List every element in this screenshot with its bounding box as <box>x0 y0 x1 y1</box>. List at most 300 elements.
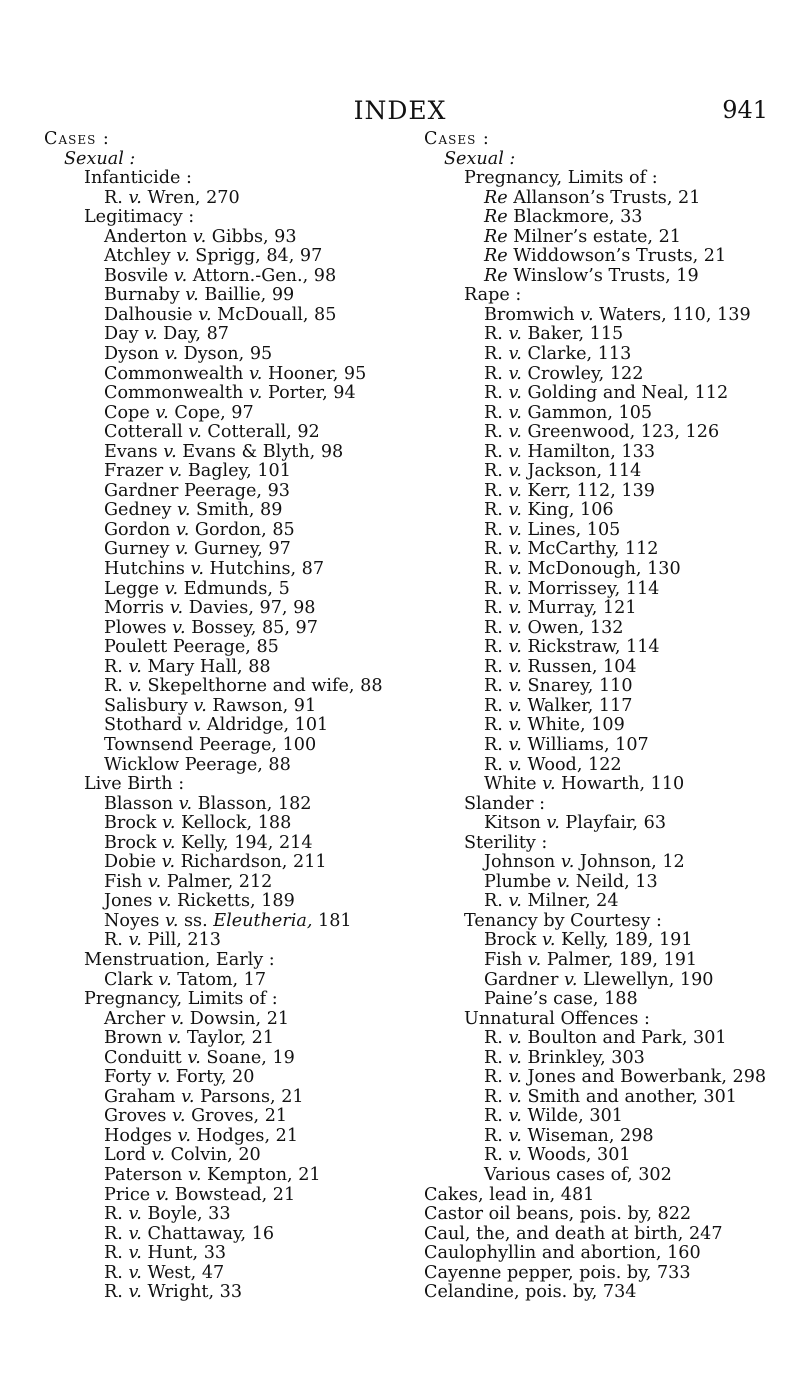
entry-text: v. <box>508 891 522 912</box>
entry-text: McDouall, 85 <box>211 304 337 325</box>
entry-text: McDonough, 130 <box>521 559 681 580</box>
entry-text: Commonwealth <box>104 363 249 384</box>
entry-text: Frazer <box>104 461 169 482</box>
entry-text: Widdowson’s Trusts, 21 <box>507 246 727 267</box>
index-entry <box>44 345 383 365</box>
entry-text: Lines, 105 <box>521 519 621 540</box>
entry-text: Colvin, 20 <box>165 1145 261 1166</box>
entry-text: R. <box>484 734 509 755</box>
left-column <box>44 130 383 1303</box>
entry-text: v. <box>128 187 142 208</box>
index-heading <box>424 1283 766 1303</box>
entry-text: White <box>484 774 543 795</box>
index-entry <box>424 658 766 678</box>
index-entry <box>424 580 766 600</box>
index-entry <box>424 873 766 893</box>
index-entry <box>424 619 766 639</box>
entry-text: Gurney, 97 <box>188 539 291 560</box>
entry-text: Poulett Peerage, 85 <box>104 637 279 658</box>
entry-text: v. <box>560 852 575 873</box>
entry-text: Menstruation, Early : <box>84 949 275 970</box>
index-entry <box>424 345 766 365</box>
index-entry <box>424 1068 766 1088</box>
entry-text: Sprigg, 84, 97 <box>189 246 323 267</box>
index-entry <box>44 228 383 248</box>
index-entry <box>44 189 383 209</box>
entry-text: 181 <box>312 910 352 931</box>
entry-text: v. <box>187 1164 202 1185</box>
entry-text: Wilde, 301 <box>521 1106 623 1127</box>
entry-text: Porter, 94 <box>262 383 356 404</box>
entry-text: v. <box>508 383 522 404</box>
entry-text: Milner, 24 <box>521 891 619 912</box>
entry-text: Chattaway, 16 <box>141 1223 275 1244</box>
entry-text: Salisbury <box>104 695 194 716</box>
entry-text: R. <box>104 656 129 677</box>
entry-text: v. <box>248 363 263 384</box>
entry-text: Gammon, 105 <box>521 402 653 423</box>
entry-text: v. <box>546 813 560 834</box>
entry-text: v. <box>508 1028 522 1049</box>
entry-text: McCarthy, 112 <box>521 539 659 560</box>
index-entry <box>424 853 766 873</box>
entry-text: v. <box>192 226 207 247</box>
entry-text: R. <box>104 1282 129 1303</box>
index-heading <box>424 1010 766 1030</box>
index-entry <box>424 697 766 717</box>
entry-text: Playfair, 63 <box>559 813 667 834</box>
entry-text: R. <box>484 578 509 599</box>
entry-text: Conduitt <box>104 1047 188 1068</box>
entry-text: v. <box>128 1243 142 1264</box>
entry-text: v. <box>193 695 207 716</box>
entry-text: Re <box>484 187 508 208</box>
entry-text: Cases : <box>424 129 490 149</box>
entry-text: R. <box>104 1243 129 1264</box>
entry-text: v. <box>181 1086 195 1107</box>
index-heading <box>424 150 766 170</box>
index-heading <box>44 990 383 1010</box>
entry-text: Skepelthorne and wife, 88 <box>141 676 383 697</box>
entry-text: Sexual : <box>444 148 516 169</box>
entry-text: R. <box>484 383 509 404</box>
entry-text: v. <box>175 539 189 560</box>
entry-text: Wicklow Peerage, 88 <box>104 754 291 775</box>
entry-text: Gibbs, 93 <box>206 226 297 247</box>
entry-text: Slander : <box>464 793 546 814</box>
index-entry <box>424 990 766 1010</box>
entry-text: Howarth, 110 <box>555 774 685 795</box>
index-entry <box>424 1049 766 1069</box>
entry-text: v. <box>508 656 522 677</box>
entry-text: Tatom, 17 <box>171 969 267 990</box>
index-entry <box>44 873 383 893</box>
entry-text: Legge <box>104 578 165 599</box>
entry-text: Kerr, 112, 139 <box>521 480 655 501</box>
index-entry <box>44 1088 383 1108</box>
entry-text: Smith, 89 <box>190 500 283 521</box>
entry-text: v. <box>156 1067 171 1088</box>
index-heading <box>44 130 383 150</box>
index-entry <box>44 756 383 776</box>
index-entry <box>44 1107 383 1127</box>
entry-text: v. <box>163 441 177 462</box>
entry-text: R. <box>484 598 509 619</box>
entry-text: Eleutheria, <box>213 910 313 931</box>
index-entry <box>44 853 383 873</box>
entry-text: v. <box>508 1145 522 1166</box>
index-entry <box>44 560 383 580</box>
entry-text: Blackmore, 33 <box>507 207 643 228</box>
entry-text: R. <box>484 656 509 677</box>
index-entry <box>44 795 383 815</box>
index-heading <box>424 834 766 854</box>
entry-text: Dowsin, 21 <box>184 1008 290 1029</box>
entry-text: Anderton <box>104 226 193 247</box>
entry-text: v. <box>128 930 142 951</box>
entry-text: Kellock, 188 <box>175 813 292 834</box>
index-entry <box>424 1107 766 1127</box>
index-entry <box>44 1010 383 1030</box>
entry-text: Russen, 104 <box>521 656 637 677</box>
index-heading <box>424 1225 766 1245</box>
index-entry <box>44 1264 383 1284</box>
entry-text: R. <box>484 500 509 521</box>
index-entry <box>424 560 766 580</box>
index-entry <box>424 677 766 697</box>
entry-text: v. <box>508 1125 522 1146</box>
entry-text: R. <box>484 1067 509 1088</box>
entry-text: Cope <box>104 402 156 423</box>
index-heading <box>424 1244 766 1264</box>
entry-text: v. <box>508 422 522 443</box>
entry-text: Allanson’s Trusts, 21 <box>507 187 701 208</box>
entry-text: Palmer, 212 <box>161 871 273 892</box>
index-heading <box>44 208 383 228</box>
entry-text: Morris <box>104 598 170 619</box>
entry-text: Brown <box>104 1028 168 1049</box>
entry-text: Clark <box>104 969 159 990</box>
entry-text: Jones and Bowerbank, 298 <box>521 1067 767 1088</box>
entry-text: Gardner Peerage, 93 <box>104 480 290 501</box>
entry-text: Hutchins <box>104 559 191 580</box>
entry-text: v. <box>158 891 172 912</box>
entry-text: Hunt, 33 <box>141 1243 227 1264</box>
index-entry <box>424 775 766 795</box>
entry-text: Cases : <box>44 129 110 149</box>
entry-text: Cayenne pepper, pois. by, 733 <box>424 1262 691 1283</box>
index-heading <box>424 1205 766 1225</box>
index-heading <box>44 775 383 795</box>
index-entry <box>424 306 766 326</box>
entry-text: v. <box>508 461 522 482</box>
index-heading <box>44 150 383 170</box>
entry-text: Kitson <box>484 813 547 834</box>
index-entry <box>424 638 766 658</box>
index-entry <box>44 443 383 463</box>
entry-text: Attorn.-Gen., 98 <box>187 265 337 286</box>
entry-text: v. <box>164 344 179 365</box>
index-entry <box>424 1088 766 1108</box>
entry-text: Gordon <box>104 519 176 540</box>
entry-text: Paterson <box>104 1164 188 1185</box>
entry-text: R. <box>484 1047 509 1068</box>
index-entry <box>44 384 383 404</box>
entry-text: Day <box>104 324 145 345</box>
entry-text: Taylor, 21 <box>181 1028 275 1049</box>
index-entry <box>44 931 383 951</box>
entry-text: v. <box>508 1086 522 1107</box>
entry-text: v. <box>155 1184 170 1205</box>
entry-text: Price <box>104 1184 156 1205</box>
entry-text: Woods, 301 <box>521 1145 631 1166</box>
page-number: 941 <box>722 96 768 124</box>
index-entry <box>424 423 766 443</box>
entry-text: R. <box>484 754 509 775</box>
index-entry <box>424 501 766 521</box>
entry-text: v. <box>508 578 522 599</box>
entry-text: Celandine, pois. by, 734 <box>424 1282 637 1303</box>
entry-text: v. <box>508 617 522 638</box>
index-entry <box>44 423 383 443</box>
index-heading <box>424 286 766 306</box>
index-entry <box>424 1029 766 1049</box>
entry-text: Cotterall <box>104 422 189 443</box>
index-entry <box>44 697 383 717</box>
index-heading <box>424 912 766 932</box>
index-entry <box>44 971 383 991</box>
index-entry <box>44 834 383 854</box>
entry-text: Gardner <box>484 969 564 990</box>
index-entry <box>44 1166 383 1186</box>
entry-text: King, 106 <box>521 500 614 521</box>
entry-text: v. <box>188 422 202 443</box>
entry-text: Rape : <box>464 285 522 306</box>
entry-text: Forty <box>104 1067 157 1088</box>
entry-text: Cakes, lead in, 481 <box>424 1184 595 1205</box>
entry-text: v. <box>158 969 172 990</box>
entry-text: R. <box>484 519 509 540</box>
entry-text: Palmer, 189, 191 <box>541 949 698 970</box>
index-entry <box>44 462 383 482</box>
entry-text: Murray, 121 <box>521 598 637 619</box>
entry-text: v. <box>187 715 202 736</box>
entry-text: Parsons, 21 <box>194 1086 304 1107</box>
index-entry <box>44 1146 383 1166</box>
right-column <box>424 130 766 1303</box>
index-entry <box>44 638 383 658</box>
entry-text: Milner’s estate, 21 <box>507 226 681 247</box>
index-entry <box>44 658 383 678</box>
entry-text: Commonwealth <box>104 383 249 404</box>
index-entry <box>44 599 383 619</box>
entry-text: v. <box>167 1028 182 1049</box>
index-entry <box>424 736 766 756</box>
entry-text: Boyle, 33 <box>141 1204 231 1225</box>
entry-text: Ricketts, 189 <box>171 891 295 912</box>
entry-text: R. <box>484 891 509 912</box>
entry-text: Caulophyllin and abortion, 160 <box>424 1243 701 1264</box>
index-entry <box>424 404 766 424</box>
entry-text: Snarey, 110 <box>521 676 633 697</box>
entry-text: Sexual : <box>64 148 136 169</box>
index-entry <box>44 1127 383 1147</box>
entry-text: R. <box>104 187 129 208</box>
entry-text: Caul, the, and death at birth, 247 <box>424 1223 723 1244</box>
entry-text: R. <box>104 1223 129 1244</box>
entry-text: v. <box>144 324 158 345</box>
entry-text: v. <box>508 1047 522 1068</box>
entry-text: v. <box>177 1125 191 1146</box>
entry-text: Edmunds, 5 <box>178 578 290 599</box>
entry-text: Re <box>484 246 508 267</box>
entry-text: v. <box>164 578 179 599</box>
index-heading <box>424 130 766 150</box>
entry-text: v. <box>508 734 522 755</box>
entry-text: v. <box>508 715 522 736</box>
entry-text: Wright, 33 <box>141 1282 243 1303</box>
index-entry <box>424 814 766 834</box>
index-entry <box>424 462 766 482</box>
entry-text: Archer <box>104 1008 171 1029</box>
entry-text: v. <box>172 1106 186 1127</box>
entry-text: v. <box>161 852 176 873</box>
entry-text: Evans <box>104 441 164 462</box>
entry-text: White, 109 <box>521 715 625 736</box>
entry-text: v. <box>508 754 522 775</box>
index-entry <box>44 247 383 267</box>
entry-text: v. <box>169 598 184 619</box>
entry-text: Baillie, 99 <box>198 285 295 306</box>
index-entry <box>424 325 766 345</box>
entry-text: R. <box>484 402 509 423</box>
entry-text: v. <box>187 1047 201 1068</box>
entry-text: v. <box>508 519 522 540</box>
entry-text: v. <box>508 637 522 658</box>
page-title: INDEX <box>353 96 447 125</box>
entry-text: R. <box>104 1204 129 1225</box>
entry-text: R. <box>484 715 509 736</box>
entry-text: Brock <box>104 813 163 834</box>
entry-text: v. <box>128 1282 142 1303</box>
index-entry <box>44 892 383 912</box>
entry-text: Paine’s case, 188 <box>484 989 638 1010</box>
entry-text: Fish <box>484 949 528 970</box>
entry-text: v. <box>147 871 162 892</box>
entry-text: v. <box>172 617 186 638</box>
index-entry <box>44 1205 383 1225</box>
entry-text: Noyes <box>104 910 165 931</box>
index-entry <box>44 1244 383 1264</box>
index-entry <box>424 716 766 736</box>
index-entry <box>424 1127 766 1147</box>
index-heading <box>44 951 383 971</box>
entry-text: Re <box>484 226 508 247</box>
entry-text: Day, 87 <box>157 324 229 345</box>
entry-text: R. <box>484 1106 509 1127</box>
entry-text: v. <box>162 813 176 834</box>
entry-text: Sterility : <box>464 832 548 853</box>
entry-text: v. <box>177 500 191 521</box>
entry-text: R. <box>484 480 509 501</box>
entry-text: Smith and another, 301 <box>521 1086 737 1107</box>
index-entry <box>44 306 383 326</box>
entry-text: Dyson <box>104 344 165 365</box>
entry-text: Graham <box>104 1086 182 1107</box>
entry-text: Golding and Neal, 112 <box>521 383 729 404</box>
index-entry <box>44 1049 383 1069</box>
entry-text: Owen, 132 <box>521 617 624 638</box>
entry-text: Davies, 97, 98 <box>183 598 316 619</box>
entry-text: Bossey, 85, 97 <box>185 617 318 638</box>
entry-text: Pregnancy, Limits of : <box>84 989 278 1010</box>
entry-text: Plumbe <box>484 871 557 892</box>
index-entry <box>424 1166 766 1186</box>
entry-text: v. <box>175 519 190 540</box>
entry-text: Bowstead, 21 <box>169 1184 296 1205</box>
index-entry <box>44 1225 383 1245</box>
entry-text: Walker, 117 <box>521 695 633 716</box>
index-entry <box>424 384 766 404</box>
entry-text: Stothard <box>104 715 188 736</box>
entry-text: v. <box>151 1145 165 1166</box>
index-entry <box>44 540 383 560</box>
index-entry <box>44 404 383 424</box>
entry-text: Atchley <box>104 246 177 267</box>
entry-text: Dalhousie <box>104 304 199 325</box>
entry-text: v. <box>185 285 199 306</box>
index-entry <box>424 228 766 248</box>
entry-text: Groves <box>104 1106 173 1127</box>
entry-text: Castor oil beans, pois. by, 822 <box>424 1204 692 1225</box>
entry-text: Tenancy by Courtesy : <box>464 910 662 931</box>
index-entry <box>424 247 766 267</box>
entry-text: v. <box>508 500 522 521</box>
entry-text: R. <box>484 539 509 560</box>
entry-text: v. <box>508 324 522 345</box>
entry-text: Re <box>484 207 508 228</box>
entry-text: R. <box>484 422 509 443</box>
index-heading <box>424 1264 766 1284</box>
entry-text: R. <box>484 617 509 638</box>
entry-text: Winslow’s Trusts, 19 <box>507 265 699 286</box>
entry-text: v. <box>198 304 212 325</box>
entry-text: ss. <box>178 910 214 931</box>
entry-text: Johnson <box>484 852 561 873</box>
entry-text: Plowes <box>104 617 173 638</box>
entry-text: Williams, 107 <box>521 734 649 755</box>
index-entry <box>44 286 383 306</box>
entry-text: Hutchins, 87 <box>203 559 325 580</box>
index-entry <box>424 931 766 951</box>
entry-text: Richardson, 211 <box>175 852 327 873</box>
entry-text: Fish <box>104 871 148 892</box>
index-entry <box>44 677 383 697</box>
entry-text: Wood, 122 <box>521 754 622 775</box>
entry-text: Brock <box>104 832 163 853</box>
entry-text: Aldridge, 101 <box>201 715 329 736</box>
entry-text: v. <box>508 695 522 716</box>
entry-text: West, 47 <box>141 1262 225 1283</box>
entry-text: v. <box>128 1262 142 1283</box>
entry-text: Rickstraw, 114 <box>521 637 660 658</box>
entry-text: Kempton, 21 <box>201 1164 321 1185</box>
entry-text: Groves, 21 <box>185 1106 288 1127</box>
entry-text: v. <box>170 1008 185 1029</box>
entry-text: Clarke, 113 <box>521 344 632 365</box>
entry-text: Legitimacy : <box>84 207 195 228</box>
entry-text: v. <box>162 832 176 853</box>
